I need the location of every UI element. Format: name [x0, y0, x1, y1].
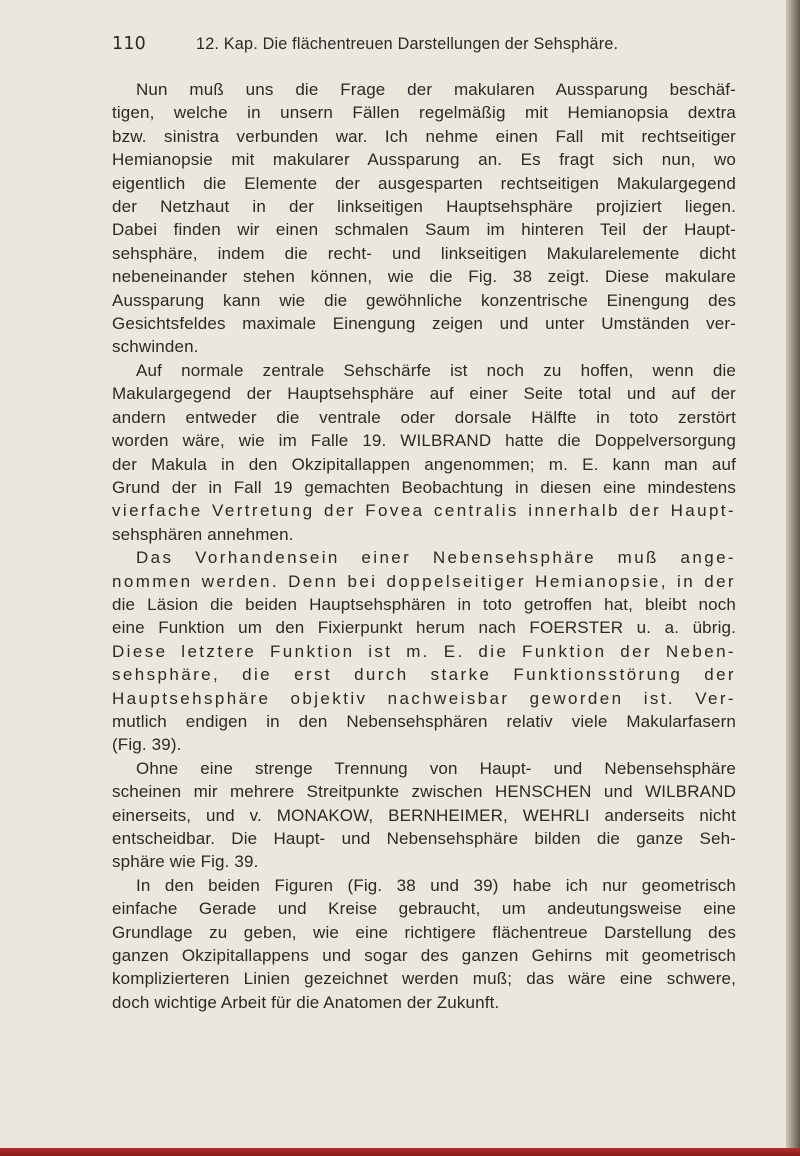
- text-line: komplizierteren Linien gezeichnet werden muß; das wäre eine schwere,: [112, 969, 736, 989]
- text-line: sehsphäre, indem die recht- und linkseitigen Makularelemente dicht: [112, 243, 736, 263]
- page-number: 110: [112, 34, 147, 54]
- text-line: Grund der in Fall 19 gemachten Beobachtung in diesen eine mindestens: [112, 477, 736, 497]
- text-line: vierfache Vertretung der Fovea centralis innerhalb der Haupt-: [112, 501, 736, 521]
- text-line: der Makula in den Okzipitallappen angenommen; m. E. kann man auf: [112, 454, 736, 474]
- text-line: Grundlage zu geben, wie eine richtigere flächentreue Darstellung des: [112, 922, 736, 942]
- text-line: eine Funktion um den Fixierpunkt herum nach FOERSTER u. a. übrig.: [112, 618, 736, 638]
- text-line: die Läsion die beiden Hauptsehsphären in toto getroffen hat, bleibt noch: [112, 594, 736, 614]
- text-line: Makulargegend der Hauptsehsphäre auf einer Seite total und auf der: [112, 384, 736, 404]
- text-line: Ohne eine strenge Trennung von Haupt- und Nebensehsphäre: [136, 758, 736, 778]
- text-line: entscheidbar. Die Haupt- und Nebensehsphäre bilden die ganze Seh-: [112, 829, 736, 848]
- body-text: [112, 78, 736, 1014]
- page-right-edge: [786, 0, 800, 1156]
- text-line: Das Vorhandensein einer Nebensehsphäre muß ange-: [136, 548, 736, 568]
- text-line: schwinden.: [112, 337, 199, 357]
- text-line: Hemianopsie mit makularer Aussparung an. Es fragt sich nun, wo: [112, 150, 736, 170]
- text-line: einerseits, und v. MONAKOW, BERNHEIMER, WEHRLI anderseits nicht: [112, 805, 736, 825]
- text-line: sehsphäre, die erst durch starke Funktionsstörung der: [112, 665, 736, 685]
- text-line: Hauptsehsphäre objektiv nachweisbar geworden ist. Ver-: [112, 688, 736, 708]
- text-line: nommen werden. Denn bei doppelseitiger Hemianopsie, in der: [112, 571, 736, 591]
- paragraph-1: [112, 78, 736, 359]
- text-line: sehsphären annehmen.: [112, 524, 294, 544]
- text-line: Nun muß uns die Frage der makularen Aussparung beschäf-: [136, 80, 736, 99]
- paragraph-3: [112, 546, 736, 757]
- text-line: nebeneinander stehen können, wie die Fig. 38 zeigt. Diese makulare: [112, 267, 736, 287]
- text-line: sphäre wie Fig. 39.: [112, 852, 259, 872]
- text-line: eigentlich die Elemente der ausgesparten rechtseitigen Makulargegend: [112, 173, 736, 193]
- text-line: scheinen mir mehrere Streitpunkte zwischen HENSCHEN und WILBRAND: [112, 782, 736, 802]
- text-line: (Fig. 39).: [112, 735, 182, 755]
- text-line: Auf normale zentrale Sehschärfe ist noch zu hoffen, wenn die: [136, 360, 736, 380]
- text-line: mutlich endigen in den Nebensehsphären relativ viele Makularfasern: [112, 711, 736, 731]
- text-line: Diese letztere Funktion ist m. E. die Funktion der Neben-: [112, 641, 736, 661]
- text-line: tigen, welche in unsern Fällen regelmäßig mit Hemianopsia dextra: [112, 103, 736, 123]
- text-line: ganzen Okzipitallappens und sogar des ganzen Gehirns mit geometrisch: [112, 946, 736, 966]
- text-line: Aussparung kann wie die gewöhnliche konzentrische Einengung des: [112, 290, 736, 310]
- text-line: bzw. sinistra verbunden war. Ich nehme einen Fall mit rechtseitiger: [112, 126, 736, 146]
- text-line: der Netzhaut in der linkseitigen Hauptsehsphäre projiziert liegen.: [112, 197, 736, 217]
- page-bottom-edge: [0, 1148, 800, 1156]
- paragraph-4: [112, 757, 736, 874]
- text-line: Dabei finden wir einen schmalen Saum im hinteren Teil der Haupt-: [112, 220, 736, 240]
- page-header: [112, 34, 732, 58]
- text-line: Gesichtsfeldes maximale Einengung zeigen und unter Umständen ver-: [112, 314, 736, 334]
- running-title: 12. Kap. Die flächentreuen Darstellungen der Sehsphäre.: [196, 35, 619, 53]
- text-line: andern entweder die ventrale oder dorsale Hälfte in toto zerstört: [112, 407, 736, 427]
- text-line: einfache Gerade und Kreise gebraucht, um andeutungsweise eine: [112, 899, 736, 919]
- text-line: doch wichtige Arbeit für die Anatomen der Zukunft.: [112, 992, 500, 1012]
- text-line: In den beiden Figuren (Fig. 38 und 39) habe ich nur geometrisch: [136, 875, 736, 895]
- text-line: worden wäre, wie im Falle 19. WILBRAND hatte die Doppelversorgung: [112, 431, 736, 451]
- paragraph-5: [112, 874, 736, 1014]
- paragraph-2: [112, 359, 736, 546]
